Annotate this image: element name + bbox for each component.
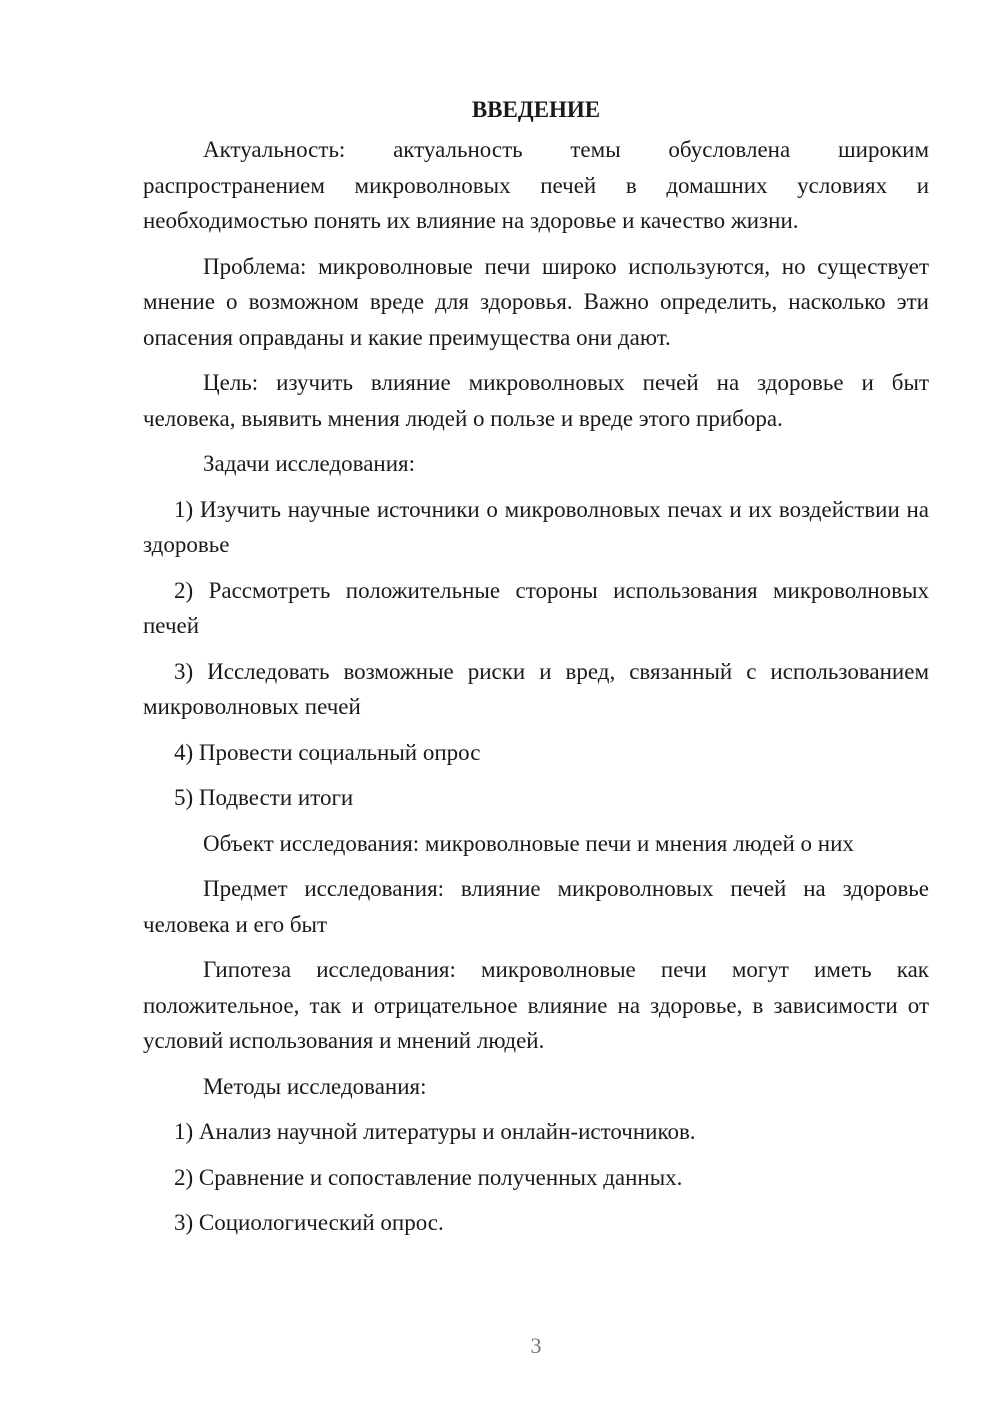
goal-paragraph: Цель: изучить влияние микроволновых печей на здоровье и быт человека, выявить мнения людей о пользе и вреде этого прибора. [143,370,929,431]
method-item-3: 3) Социологический опрос. [174,1210,444,1235]
method-item-2: 2) Сравнение и сопоставление полученных данных. [174,1164,683,1190]
task-item-2: 2) Рассмотреть положительные стороны использования микроволновых печей [143,577,929,638]
page-number: 3 [530,1333,542,1358]
tasks-heading: Задачи исследования: [203,451,416,476]
hypothesis-paragraph: Гипотеза исследования: микроволновые печи могут иметь как положительное, так и отрицательное влияние на здоровье, в зависимости от условий использования и мнений людей. [143,957,929,1053]
problem-paragraph: Проблема: микроволновые печи широко используются, но существует мнение о возможном вреде для здоровья. Важно определить, насколько эти опасения оправданы и какие преимущества они дают. [143,253,929,350]
subject-paragraph: Предмет исследования: влияние микроволновых печей на здоровье человека и его быт [143,876,929,937]
task-item-5: 5) Подвести итоги [174,785,354,810]
page-content [143,92,929,1251]
task-item-1: 1) Изучить научные источники о микроволновых печах и их воздействии на здоровье [143,496,929,557]
object-paragraph: Объект исследования: микроволновые печи и мнения людей о них [203,830,854,856]
task-item-3: 3) Исследовать возможные риски и вред, связанный с использованием микроволновых печей [143,658,929,719]
page-title: ВВЕДЕНИЕ [471,97,601,122]
methods-heading: Методы исследования: [203,1073,427,1099]
relevance-paragraph: Актуальность: актуальность темы обусловлена широким распространением микроволновых печей в домашних условиях и необходимостью понять их влияние на здоровье и качество жизни. [143,137,929,233]
task-item-4: 4) Провести социальный опрос [174,739,481,765]
method-item-1: 1) Анализ научной литературы и онлайн-источников. [174,1119,696,1144]
